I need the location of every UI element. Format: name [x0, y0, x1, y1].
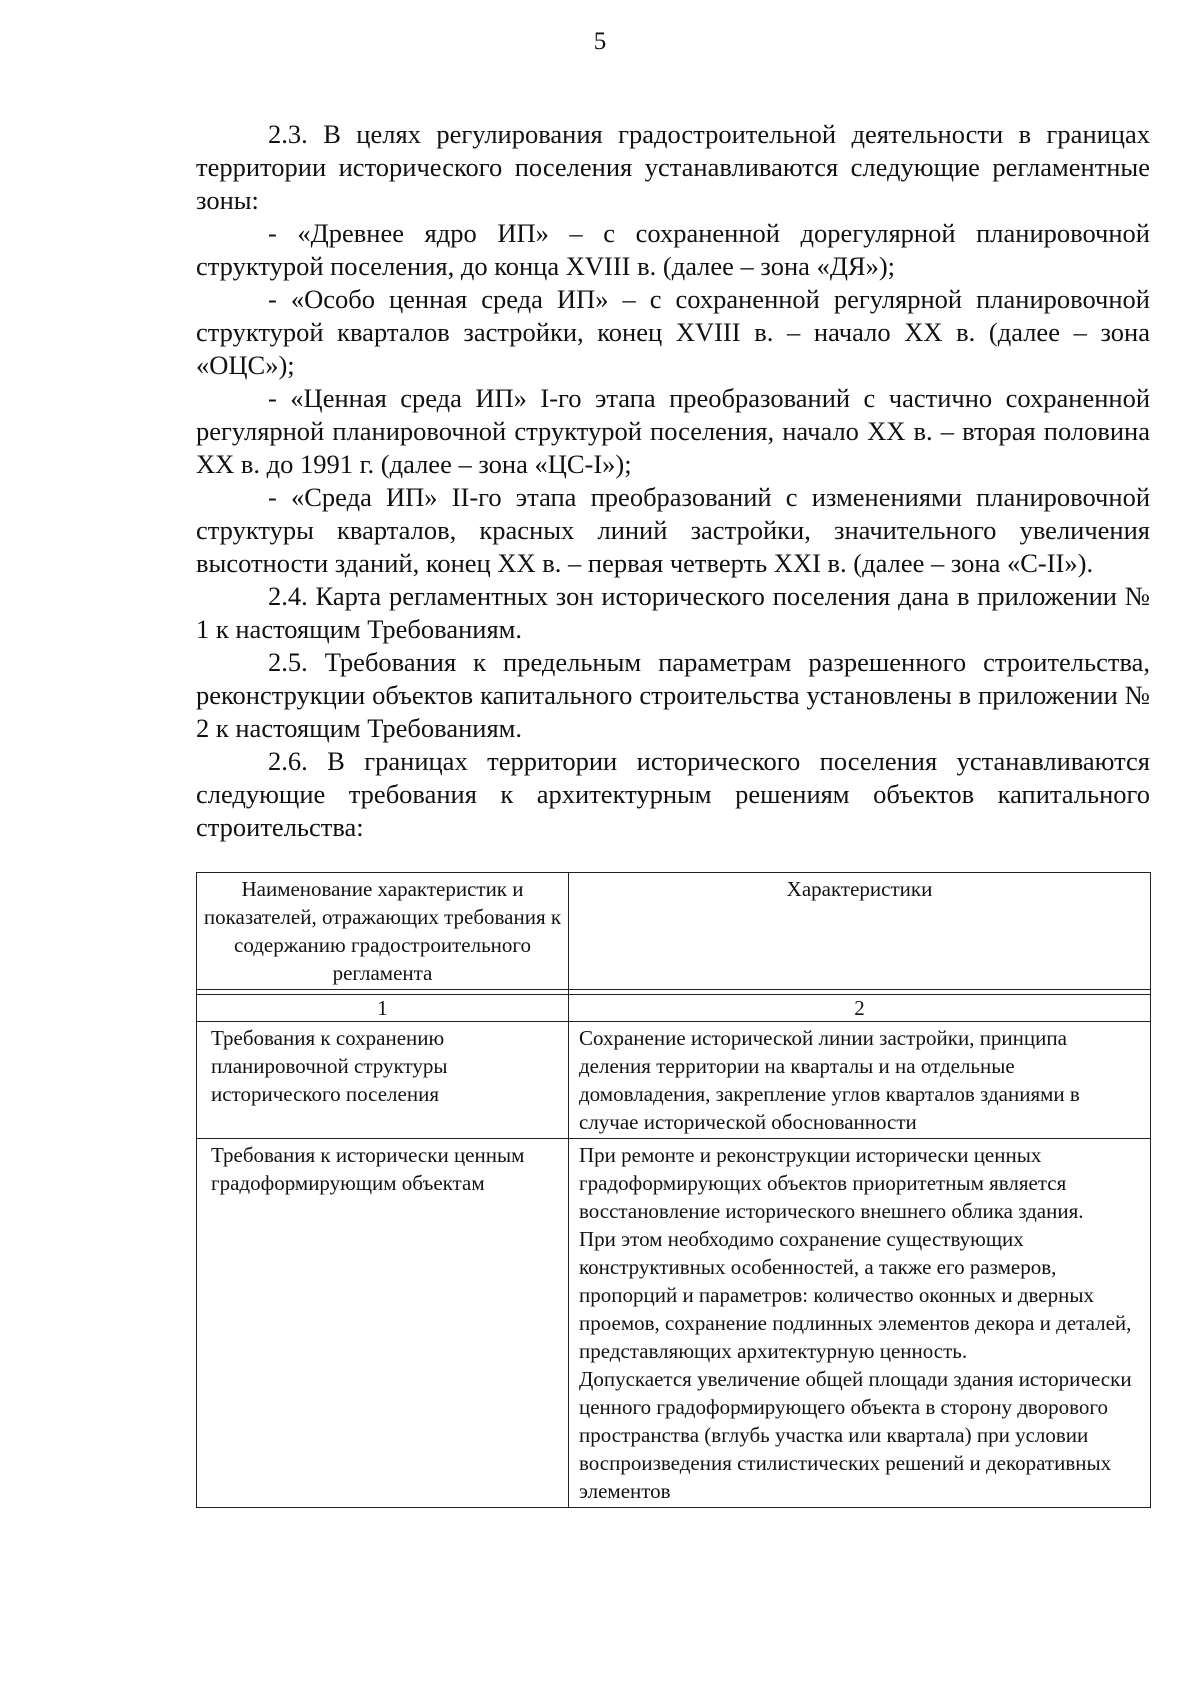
table-header-row — [197, 873, 1151, 990]
page-number: 5 — [593, 28, 607, 55]
table-row-name: Требования к сохранению планировочной структуры исторического поселения — [197, 1022, 569, 1139]
table-row — [197, 1139, 1151, 1508]
table-column-numbers-row — [197, 995, 1151, 1022]
paragraph-2-3: 2.3. В целях регулирования градостроительной деятельности в границах территории исторического поселения устанавливаются следующие регламентные зоны: — [196, 119, 1150, 215]
table-header-name: Наименование характеристик и показателей, отражающих требования к содержанию градостроительного регламента — [197, 873, 569, 990]
table-header-characteristics: Характеристики — [569, 873, 1151, 990]
paragraph-2-6: 2.6. В границах территории исторического поселения устанавливаются следующие требования к архитектурным решениям объектов капитального строительства: — [196, 746, 1150, 842]
table-cell-text: При этом необходимо сохранение существующих конструктивных особенностей, а также его размеров, пропорций и параметров: количество оконных и дверных проемов, сохранение подлинных элементов декора и деталей, представляющих архитектурную ценность. — [579, 1227, 1132, 1363]
paragraph-2-5: 2.5. Требования к предельным параметрам разрешенного строительства, реконструкции объектов капитального строительства установлены в приложении № 2 к настоящим Требованиям. — [196, 647, 1150, 743]
table-row — [197, 1022, 1151, 1139]
paragraph-2-4: 2.4. Карта регламентных зон исторического поселения дана в приложении № 1 к настоящим Требованиям. — [196, 581, 1150, 644]
document-body — [196, 118, 1150, 844]
table-cell-text: При ремонте и реконструкции исторически ценных градоформирующих объектов приоритетным является восстановление исторического внешнего облика здания. — [579, 1143, 1084, 1223]
table-row-name: Требования к исторически ценным градоформирующим объектам — [197, 1139, 569, 1508]
column-number-1: 1 — [197, 995, 569, 1022]
paragraph-zone-s-2: - «Среда ИП» II-го этапа преобразований с изменениями планировочной структуры кварталов, красных линий застройки, значительного увеличения высотности зданий, конец XX в. – первая четверть XXI в. (далее – зона «С-II»). — [196, 482, 1150, 578]
table-row-value — [569, 1022, 1151, 1139]
table-cell-text: Сохранение исторической линии застройки, принципа деления территории на кварталы и на отдельные домовладения, закрепление углов кварталов зданиями в случае исторической обоснованности — [579, 1026, 1080, 1134]
table-cell-text: Допускается увеличение общей площади здания исторически ценного градоформирующего объекта в сторону дворового пространства (вглубь участка или квартала) при условии воспроизведения стилистических решений и декоративных элементов — [579, 1367, 1132, 1503]
requirements-table — [196, 872, 1151, 1508]
paragraph-zone-dya: - «Древнее ядро ИП» – с сохраненной дорегулярной планировочной структурой поселения, до конца XVIII в. (далее – зона «ДЯ»); — [196, 218, 1150, 281]
column-number-2: 2 — [569, 995, 1151, 1022]
paragraph-zone-ocs: - «Особо ценная среда ИП» – с сохраненной регулярной планировочной структурой кварталов застройки, конец XVIII в. – начало XX в. (далее – зона «ОЦС»); — [196, 284, 1150, 380]
paragraph-zone-cs-1: - «Ценная среда ИП» I-го этапа преобразований с частично сохраненной регулярной планировочной структурой поселения, начало XX в. – вторая половина XX в. до 1991 г. (далее – зона «ЦС-I»); — [196, 383, 1150, 479]
table-row-value — [569, 1139, 1151, 1508]
